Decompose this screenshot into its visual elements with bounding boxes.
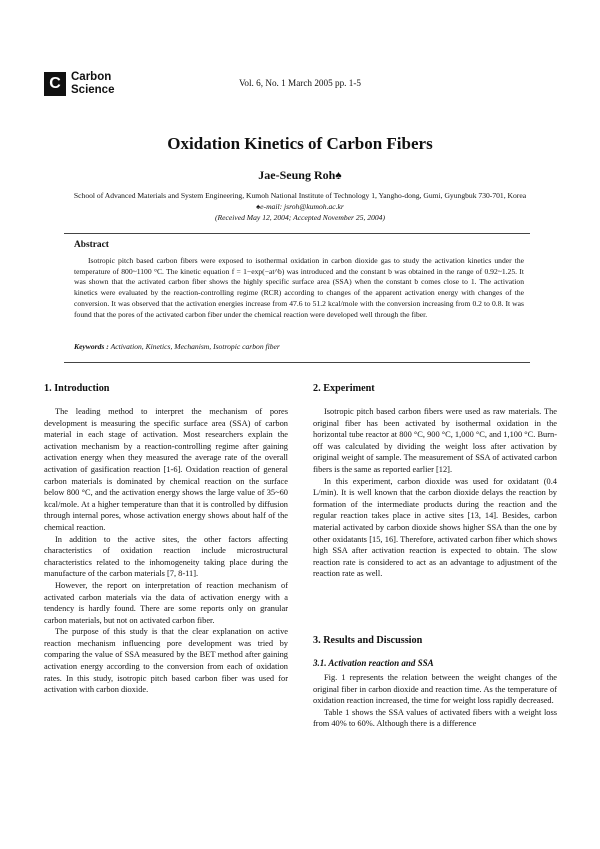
volume-info: Vol. 6, No. 1 March 2005 pp. 1-5 — [238, 78, 362, 88]
abstract-top-rule — [64, 233, 530, 234]
abstract-text: Isotropic pitch based carbon fibers were exposed to isothermal oxidation in carbon dioxide gas to study the activation kinetics under the temperature of 800~1100 °C. The kinetic equation f = 1−exp(−at^b) was introduced and the constant b was obtained in the range of 0.92~1.25. It was shown that the activated carbon fiber shows the highly specific surface area (SSA) when the constant b comes close to 1. The activation kinetics were evaluated by the reaction-controlling regime (RCR) according to changes of the apparent activation energy with changes of the conversion. It was observed that the activation energies increase from 47.6 to 51.2 kcal/mole with the conversion increasing from 0.2 to 0.8. It was found that the pores of the activated carbon fiber under the chemical reaction were developed well through the fiber. — [74, 256, 524, 319]
intro-paragraph: In addition to the active sites, the other factors affecting characteristics of oxidation reaction include microstructural characteristics related to the inhomogeneity taking place during the manufacture of the carbon materials [7, 8-11]. — [44, 534, 288, 579]
experiment-paragraph: In this experiment, carbon dioxide was used for oxidatant (0.4 L/min). It is well known that the carbon dioxide delays the reaction by formation of the intermediate products during the reaction and the regular reaction takes place in active sites [13, 14]. Besides, carbon material activated by carbon dioxide shows higher SSA than the one by other oxidatants [15, 16]. Therefore, activated carbon fiber which shows high SSA after activation reaction is expected to obtain. The slow reaction rate is considered to act as an advantage to adjustment of the reaction rate as well. — [313, 476, 557, 579]
paper-title: Oxidation Kinetics of Carbon Fibers — [167, 134, 433, 153]
introduction-heading: 1. Introduction — [44, 383, 110, 394]
results-heading: 3. Results and Discussion — [313, 635, 423, 646]
results-subheading: 3.1. Activation reaction and SSA — [313, 658, 434, 668]
experiment-heading: 2. Experiment — [313, 383, 375, 394]
affiliation: School of Advanced Materials and System Engineering, Kumoh National Institute of Technology 1, Yangho-dong, Gumi, Gyungbuk 730-701, Korea — [73, 191, 527, 200]
journal-name-line2: Science — [71, 84, 115, 96]
intro-paragraph: The purpose of this study is that the clear explanation on active reaction mechanism influencing pore development was tried by comparing the value of SSA measured by the BET method after gaining activation energy according to the conversion from each of oxidation rates. In this study, isotropic pitch based carbon fiber was used for activation with carbon dioxide. — [44, 627, 288, 695]
received-dates: (Received May 12, 2004; Accepted November 25, 2004) — [214, 213, 386, 222]
results-paragraph: Fig. 1 represents the relation between the weight changes of the original fiber in carbon dioxide and reaction time. As the temperature of oxidation reaction increased, the time for weight loss rapidly decreased. — [313, 673, 557, 706]
experiment-body — [313, 406, 557, 580]
journal-name-line1: Carbon — [71, 71, 112, 83]
author-name: Jae-Seung Roh♠ — [258, 168, 342, 182]
keywords-list: Activation, Kinetics, Mechanism, Isotropic carbon fiber — [110, 342, 280, 351]
author-email: ♠e-mail: jsroh@kumoh.ac.kr — [256, 202, 344, 211]
keywords — [74, 342, 524, 351]
results-paragraph: Table 1 shows the SSA values of activated fibers with a weight loss from 40% to 60%. Although there is a difference — [313, 707, 557, 729]
carbon-logo-icon: C — [44, 72, 66, 96]
keywords-label: Keywords : — [74, 342, 109, 351]
experiment-paragraph: Isotropic pitch based carbon fibers were used as raw materials. The original fiber has been activated by isothermal oxidation in the horizontal tube reactor at 800 °C, 900 °C, 1,000 °C, and 1,100 °C. Burn-off was calculated by dividing the weight loss after activation by original weight of sample. The measurement of SSA of activated carbon fibers is the same as reported earlier [12]. — [313, 407, 557, 474]
results-body — [313, 672, 557, 730]
abstract-bottom-rule — [64, 362, 530, 363]
abstract-heading: Abstract — [74, 240, 109, 250]
intro-paragraph: The leading method to interpret the mechanism of pores development is measuring the specific surface area (SSA) of carbon material in each stage of activation. Most researchers explain the activation mechanism by a reaction-controlling regime after gaining activation energy when they measured the average rate of the overall activation of gasification reaction [1-6]. Oxidation reaction of general carbon materials is dominated by chemical reaction on the surface below 800 °C, and the activation energy shows the large value of 35~60 kcal/mole. At a higher temperature than that it is controlled by diffusion through internal pores, whose activation energy shows about half of the chemical reaction. — [44, 407, 288, 532]
intro-paragraph: However, the report on interpretation of reaction mechanism of activated carbon materials via the data of activation energy with a tendency is hardly found. There are some reports only on granular carbon materials, but not on activated carbon fiber. — [44, 580, 288, 625]
introduction-body — [44, 406, 288, 696]
